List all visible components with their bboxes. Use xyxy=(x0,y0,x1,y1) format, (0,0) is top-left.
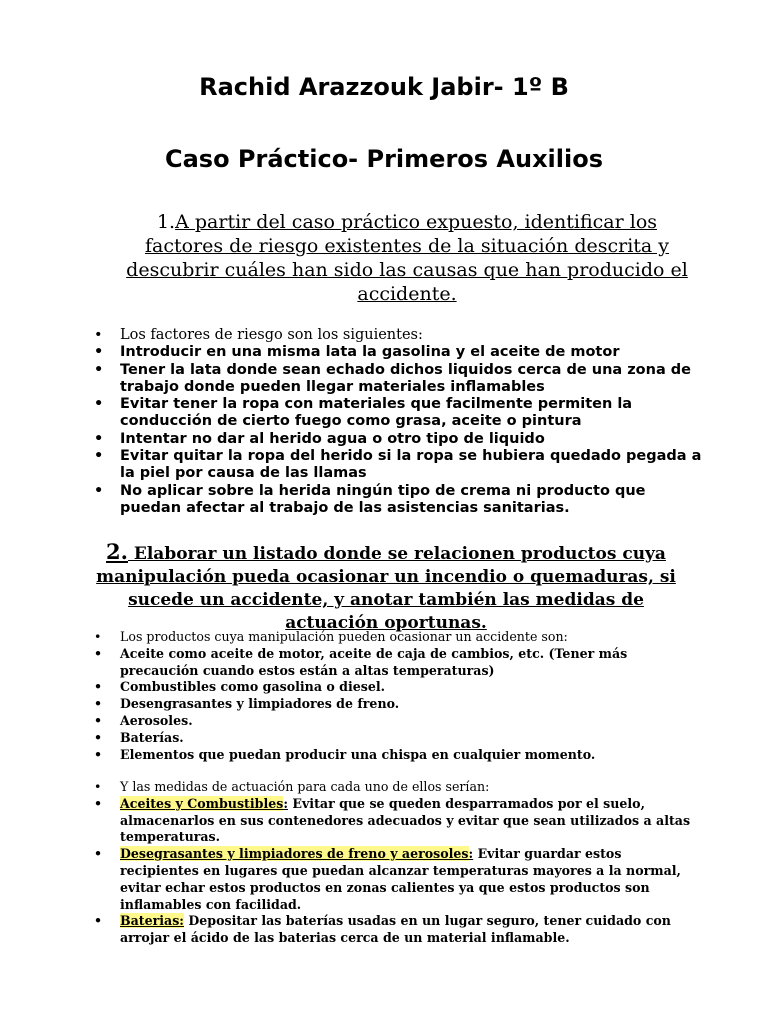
question-2 xyxy=(82,540,690,635)
measure-text: Evitar que se queden desparramados por el suelo, almacenarlos en sus contenedores adecuados y evitar que sean utilizados a altas temperaturas. xyxy=(120,795,691,845)
measures-intro: • Y las medidas de actuación para cada uno de ellos serían: xyxy=(94,779,704,796)
products-intro: • Los productos cuya manipulación pueden ocasionar un accidente son: xyxy=(94,629,704,646)
list-item: • Aerosoles. xyxy=(94,713,704,730)
list-item: • Elementos que puedan producir una chispa en cualquier momento. xyxy=(94,747,704,764)
list-item: • Introducir en una misma lata la gasolina y el aceite de motor xyxy=(94,344,704,361)
list-item xyxy=(94,913,704,947)
risk-factors-intro: • Los factores de riesgo son los siguientes: xyxy=(94,327,704,344)
risk-factors-list xyxy=(94,327,704,517)
question-2-text: Elaborar un listado donde se relacionen productos cuya manipulación pueda ocasionar un incendio o quemaduras, si sucede un accidente, y anotar también las medidas de actuación oportunas. xyxy=(96,544,676,633)
list-item: • Evitar quitar la ropa del herido si la ropa se hubiera quedado pegada a la piel por causa de las llamas xyxy=(94,448,704,483)
products-list xyxy=(94,629,704,763)
question-1 xyxy=(118,210,696,306)
measure-colon: : xyxy=(468,846,474,862)
subject-title: Caso Práctico- Primeros Auxilios xyxy=(164,145,603,173)
list-item xyxy=(94,796,704,846)
list-item: • Evitar tener la ropa con materiales que facilmente permiten la conducción de cierto fuego como grasa, aceite o pintura xyxy=(94,396,704,431)
list-item: • Aceite como aceite de motor, aceite de caja de cambios, etc. (Tener más precaución cuando estos están a altas temperaturas) xyxy=(94,646,704,680)
list-item: • No aplicar sobre la herida ningún tipo de crema ni producto que puedan afectar al trabajo de las asistencias sanitarias. xyxy=(94,483,704,518)
list-item xyxy=(94,846,704,913)
list-item: • Desengrasantes y limpiadores de freno. xyxy=(94,696,704,713)
measure-text: Depositar las baterías usadas en un lugar seguro, tener cuidado con arrojar el ácido de las baterias cerca de un material inflamable. xyxy=(120,913,671,946)
author-title: Rachid Arazzouk Jabir- 1º B xyxy=(199,73,569,101)
list-item: • Tener la lata donde sean echado dichos liquidos cerca de una zona de trabajo donde pueden llegar materiales inflamables xyxy=(94,362,704,397)
list-item: • Intentar no dar al herido agua o otro tipo de liquido xyxy=(94,431,704,448)
question-1-number: 1. xyxy=(156,211,176,233)
question-1-text: A partir del caso práctico expuesto, identificar los factores de riesgo existentes de la situación descrita y descubrir cuáles han sido las causas que han producido el accidente. xyxy=(126,211,688,305)
measure-label: Desegrasantes y limpiadores de freno y aerosoles xyxy=(120,846,469,862)
question-2-number: 2. xyxy=(106,539,128,564)
list-item: • Baterías. xyxy=(94,730,704,747)
list-item: • Combustibles como gasolina o diesel. xyxy=(94,679,704,696)
measure-text: Evitar guardar estos recipientes en lugares que puedan alcanzar temperaturas mayores a la normal, evitar echar estos productos en zonas calientes ya que estos productos son inflamables con facilidad. xyxy=(120,846,681,912)
measure-colon: : xyxy=(283,795,288,811)
measures-list xyxy=(94,779,704,947)
measure-label: Aceites y Combustibles xyxy=(120,795,284,811)
measure-label: Baterias: xyxy=(120,913,184,929)
